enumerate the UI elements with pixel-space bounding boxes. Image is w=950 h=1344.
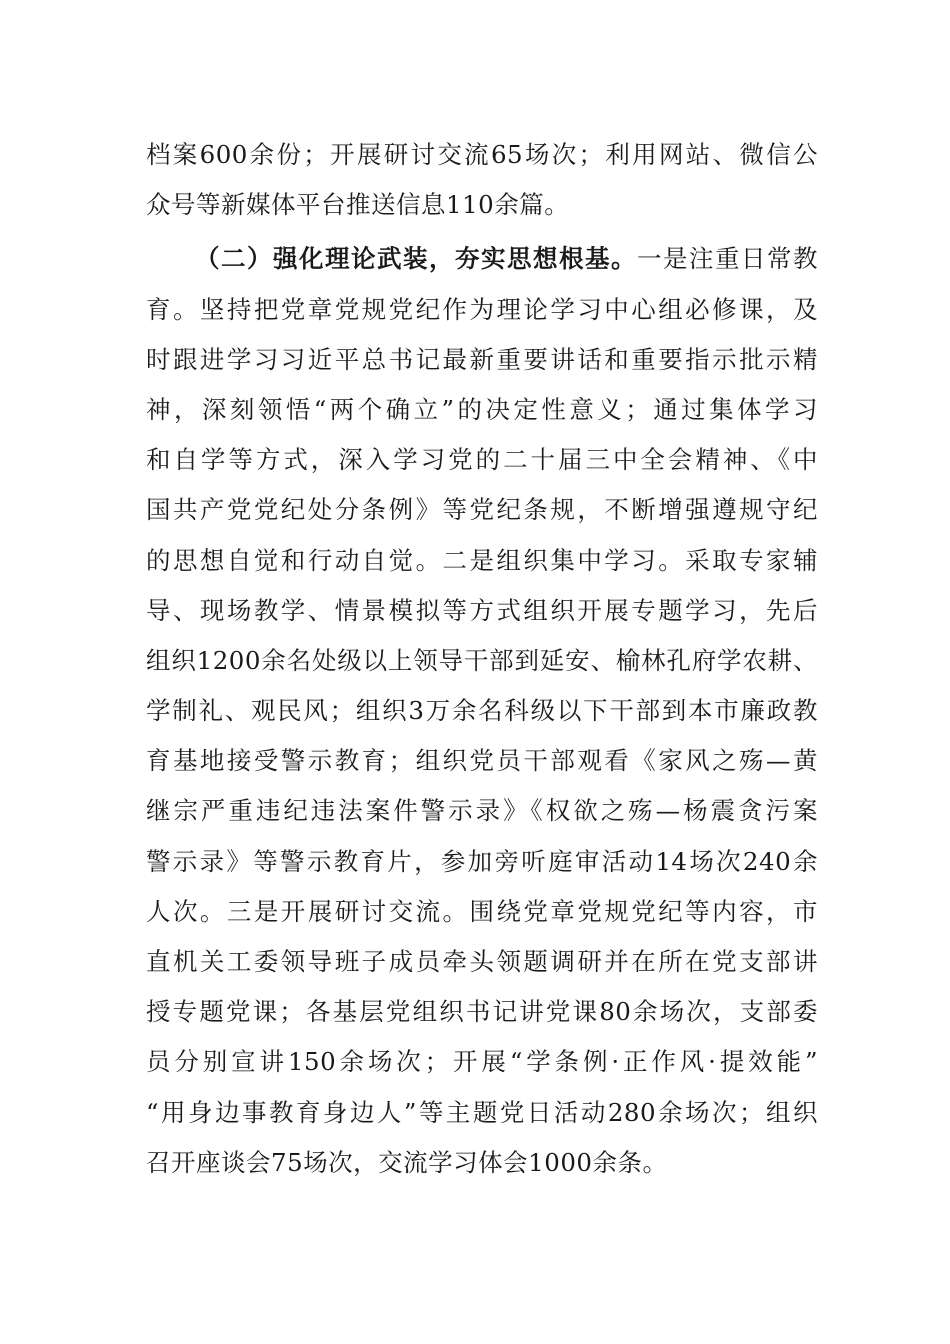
text-line: 国共产党党纪处分条例》等党纪条规，不断增强遵规守纪 [146, 495, 818, 525]
section-heading: （二）强化理论武装，夯实思想根基。 [195, 244, 637, 274]
text-line: 众号等新媒体平台推送信息110余篇。 [146, 190, 570, 220]
text-line: 神，深刻领悟“两个确立”的决定性意义；通过集体学习 [146, 394, 818, 424]
heading-line-rest: 一是注重日常教 [637, 244, 818, 274]
text-line: 育基地接受警示教育；组织党员干部观看《家风之殇—黄 [146, 746, 818, 776]
text-line: 继宗严重违纪违法案件警示录》《权欲之殇—杨震贪污案 [146, 796, 818, 826]
text-line: 导、现场教学、情景模拟等方式组织开展专题学习，先后 [146, 595, 818, 625]
text-line: 档案600余份；开展研讨交流65场次；利用网站、微信公 [146, 140, 818, 169]
text-line: 和自学等方式，深入学习党的二十届三中全会精神、《中 [146, 445, 818, 475]
text-line: 的思想自觉和行动自觉。二是组织集中学习。采取专家辅 [146, 545, 818, 575]
text-line: 召开座谈会75场次，交流学习体会1000余条。 [146, 1147, 668, 1177]
text-line: “用身边事教育身边人”等主题党日活动280余场次；组织 [146, 1097, 818, 1127]
text-line: 组织1200余名处级以上领导干部到延安、榆林孔府学农耕、 [146, 645, 818, 675]
text-line: 授专题党课；各基层党组织书记讲党课80余场次，支部委 [146, 997, 818, 1027]
text-line: 警示录》等警示教育片，参加旁听庭审活动14场次240余 [146, 846, 818, 876]
paragraph-1 [146, 130, 818, 230]
text-line: 直机关工委领导班子成员牵头领题调研并在所在党支部讲 [146, 947, 818, 976]
text-line: 时跟进学习习近平总书记最新重要讲话和重要指示批示精 [146, 344, 818, 374]
text-line: 人次。三是开展研讨交流。围绕党章党规党纪等内容，市 [146, 896, 818, 926]
text-line: 育。坚持把党章党规党纪作为理论学习中心组必修课，及 [146, 294, 818, 324]
text-line: 员分别宣讲150余场次；开展“学条例·正作风·提效能” [146, 1047, 818, 1077]
text-line: 学制礼、观民风；组织3万余名科级以下干部到本市廉政教 [146, 696, 818, 726]
document-body [146, 130, 818, 1188]
paragraph-2 [146, 234, 818, 1188]
text-line-first [146, 234, 818, 284]
